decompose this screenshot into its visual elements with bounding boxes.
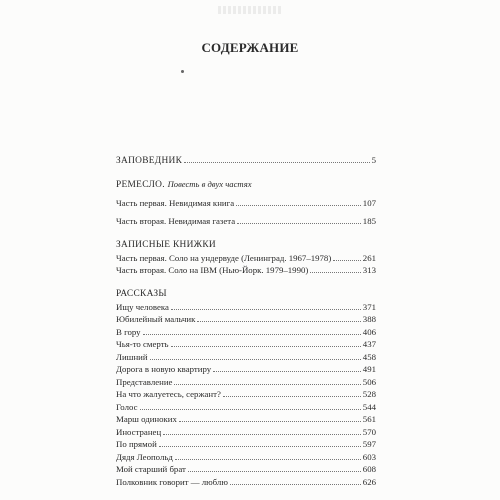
toc-entry-page: 437 (362, 339, 376, 349)
toc-entry-page: 371 (362, 301, 376, 312)
toc-entry-title: Марш одиноких (116, 414, 177, 424)
table-of-contents (116, 154, 376, 488)
toc-entry-title: Представление (116, 376, 173, 387)
toc-entry[interactable] (116, 376, 376, 389)
toc-entry-title: Лишний (116, 351, 148, 362)
dot-leader (237, 215, 361, 224)
dot-leader (140, 401, 361, 410)
dot-leader (184, 154, 369, 163)
toc-entry-page: 107 (362, 197, 376, 208)
dot-leader (163, 426, 361, 435)
toc-entry[interactable] (116, 338, 376, 351)
toc-entry-page: 5 (371, 155, 376, 165)
toc-entry[interactable] (116, 476, 376, 489)
dot-leader (188, 463, 361, 472)
dot-leader (174, 376, 360, 385)
toc-entry-title: Часть вторая. Невидимая газета (116, 216, 236, 226)
toc-entry-title: Часть вторая. Соло на IBM (Нью-Йорк. 1979–1990) (116, 265, 309, 275)
dot-leader (223, 388, 361, 397)
show-through-header (218, 6, 282, 14)
dot-leader (150, 351, 361, 360)
toc-entry[interactable] (116, 197, 376, 210)
dot-leader (230, 476, 361, 485)
toc-entry-title: Полковник говорит — люблю (116, 476, 228, 487)
toc-entry-title: Мой старший брат (116, 464, 186, 474)
toc-entry-zapovednik[interactable] (116, 154, 376, 167)
toc-entry-page: 261 (362, 252, 376, 263)
toc-entry[interactable] (116, 401, 376, 414)
toc-entry-page: 406 (362, 326, 376, 337)
toc-entry-title: По прямой (116, 439, 157, 449)
toc-entry[interactable] (116, 252, 376, 265)
toc-entry-page: 561 (362, 414, 376, 424)
toc-entry-page: 506 (362, 376, 376, 387)
toc-entry-title: Иностранец (116, 426, 162, 437)
dot-leader (236, 197, 361, 206)
section-heading-rasskazy (116, 288, 376, 301)
toc-entry-title: Юбилейный мальчик (116, 314, 196, 324)
toc-entry-title: Часть первая. Невидимая книга (116, 197, 235, 208)
toc-entry-page: 608 (362, 464, 376, 474)
toc-entry[interactable] (116, 388, 376, 401)
toc-entry-title: Голос (116, 401, 138, 412)
toc-entry[interactable] (116, 463, 376, 476)
toc-entry-page: 544 (362, 401, 376, 412)
dot-leader (213, 363, 361, 372)
toc-entry-page: 458 (362, 351, 376, 362)
dot-leader (179, 413, 361, 422)
toc-entry-page: 491 (362, 364, 376, 374)
toc-entry[interactable] (116, 313, 376, 326)
toc-entry[interactable] (116, 264, 376, 277)
toc-entry-title: Дядя Леопольд (116, 451, 173, 462)
toc-entry-page: 570 (362, 426, 376, 437)
toc-entry[interactable] (116, 326, 376, 339)
section-heading-zapisnye (116, 239, 376, 252)
toc-entry[interactable] (116, 426, 376, 439)
toc-entry-page: 626 (362, 476, 376, 487)
toc-entry[interactable] (116, 438, 376, 451)
toc-entry-page: 597 (362, 439, 376, 449)
toc-entry[interactable] (116, 451, 376, 464)
section-label: РАССКАЗЫ (116, 288, 167, 299)
toc-entry-title: Дорога в новую квартиру (116, 364, 212, 374)
section-subtitle: Повесть в двух частях (167, 178, 252, 189)
toc-entry-page: 388 (362, 314, 376, 324)
toc-entry-page: 603 (362, 451, 376, 462)
section-label: ЗАПИСНЫЕ КНИЖКИ (116, 239, 216, 250)
toc-entry[interactable] (116, 363, 376, 376)
dot-leader (143, 326, 361, 335)
dot-leader (175, 451, 361, 460)
toc-entry-title: Часть первая. Соло на ундервуде (Ленинград. 1967–1978) (116, 252, 332, 263)
toc-entry-title: Ищу человека (116, 301, 169, 312)
toc-entry-title: ЗАПОВЕДНИК (116, 156, 183, 166)
section-heading-remeslo (116, 178, 376, 191)
toc-entry[interactable] (116, 301, 376, 314)
toc-entry-title: На что жалуетесь, сержант? (116, 389, 221, 399)
toc-entry-title: Чья-то смерть (116, 339, 169, 349)
dot-leader (310, 264, 361, 273)
toc-entry[interactable] (116, 215, 376, 228)
dot-leader (159, 438, 361, 447)
toc-entry[interactable] (116, 351, 376, 364)
toc-entry-page: 528 (362, 389, 376, 399)
dot-leader (171, 301, 361, 310)
dot-leader (171, 338, 361, 347)
ink-dot (181, 70, 184, 73)
dot-leader (333, 252, 361, 261)
section-label: РЕМЕСЛО. (116, 179, 165, 190)
toc-entry[interactable] (116, 413, 376, 426)
page-title: СОДЕРЖАНИЕ (201, 40, 299, 55)
toc-entry-page: 313 (362, 265, 376, 275)
toc-entry-page: 185 (362, 216, 376, 226)
toc-entry-title: В гору (116, 326, 141, 337)
dot-leader (197, 313, 360, 322)
